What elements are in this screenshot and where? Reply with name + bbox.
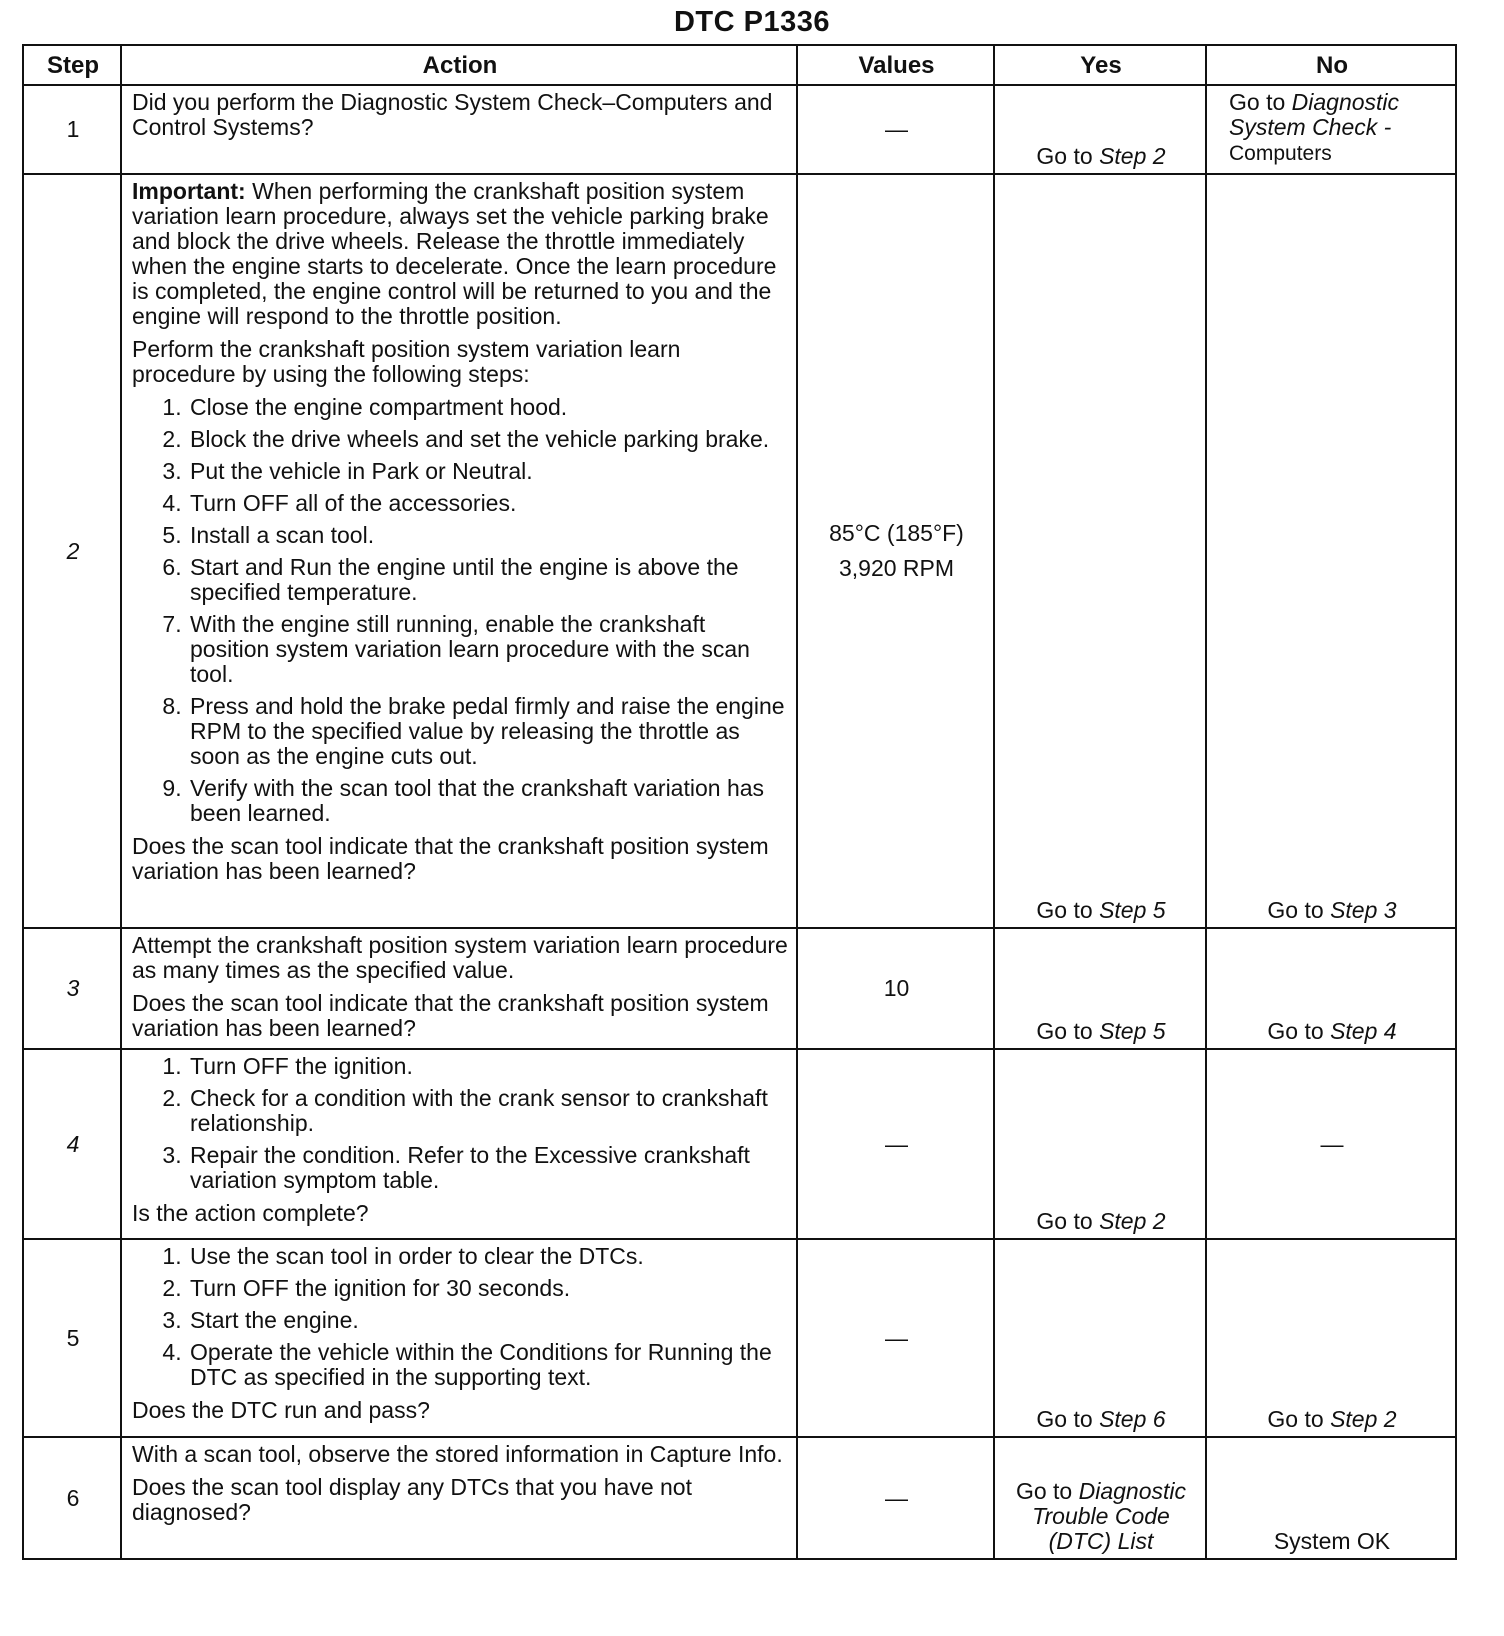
yes-cell [994, 85, 1206, 174]
header-step: Step [23, 45, 121, 85]
no-cell [1206, 1239, 1456, 1437]
header-action: Action [121, 45, 797, 85]
yes-target: Step 5 [1099, 897, 1166, 923]
list-item: 4. Turn OFF all of the accessories. [188, 491, 788, 516]
list-item: 1. Use the scan tool in order to clear the DTCs. [188, 1244, 788, 1269]
no-prefix: Go to [1229, 89, 1286, 115]
list-item: 2. Block the drive wheels and set the vehicle parking brake. [188, 427, 788, 452]
values-cell: 10 [797, 928, 994, 1049]
no-cell: — [1206, 1049, 1456, 1239]
no-target: Diagnostic System Check - [1229, 89, 1400, 140]
header-no: No [1206, 45, 1456, 85]
document-title: DTC P1336 [673, 6, 830, 38]
yes-prefix: Go to [1015, 1478, 1073, 1504]
yes-cell [994, 1239, 1206, 1437]
yes-prefix: Go to [1036, 897, 1093, 923]
action-text: With a scan tool, observe the stored information in Capture Info. [132, 1441, 783, 1467]
procedure-steps [132, 395, 788, 826]
action-cell [121, 1049, 797, 1239]
procedure-steps [132, 1244, 788, 1390]
table-row [23, 928, 1456, 1049]
action-text: Attempt the crankshaft position system variation learn procedure as many times as the specified value. [132, 932, 788, 983]
important-text: When performing the crankshaft position system variation learn procedure, always set the vehicle parking brake and block the drive wheels. Release the throttle immediately when the engine starts to decelerate. Once the learn procedure is completed, the engine control will be returned to you and the engine will respond to the throttle position. [132, 178, 777, 329]
list-item: 2. Turn OFF the ignition for 30 seconds. [188, 1276, 788, 1301]
list-item: 1. Turn OFF the ignition. [188, 1054, 788, 1079]
yes-target: Step 2 [1099, 1208, 1166, 1234]
action-question: Is the action complete? [132, 1200, 369, 1226]
header-values: Values [797, 45, 994, 85]
header-yes: Yes [994, 45, 1206, 85]
no-cell [1206, 174, 1456, 928]
no-prefix: Go to [1267, 1018, 1324, 1044]
step-number: 2 [23, 174, 121, 928]
values-cell: — [797, 1239, 994, 1437]
list-item: 8. Press and hold the brake pedal firmly and raise the engine RPM to the specified value by releasing the throttle as soon as the engine cuts out. [188, 694, 788, 769]
yes-target: Diagnostic Trouble Code (DTC) List [1032, 1478, 1187, 1554]
yes-target: Step 5 [1099, 1018, 1166, 1044]
yes-prefix: Go to [1036, 143, 1093, 169]
no-prefix: Go to [1267, 1406, 1324, 1432]
list-item: 2. Check for a condition with the crank sensor to crankshaft relationship. [188, 1086, 788, 1136]
list-item: 3. Put the vehicle in Park or Neutral. [188, 459, 788, 484]
procedure-steps [132, 1054, 788, 1193]
dtc-table [22, 44, 1457, 1560]
list-item: 3. Repair the condition. Refer to the Excessive crankshaft variation symptom table. [188, 1143, 788, 1193]
list-item: 3. Start the engine. [188, 1308, 788, 1333]
yes-cell [994, 928, 1206, 1049]
list-item: 7. With the engine still running, enable the crankshaft position system variation learn procedure with the scan tool. [188, 612, 788, 687]
no-cell [1206, 928, 1456, 1049]
action-cell [121, 928, 797, 1049]
value-rpm: 3,920 RPM [838, 555, 955, 581]
table-row [23, 85, 1456, 174]
yes-target: Step 6 [1099, 1406, 1166, 1432]
action-question: Did you perform the Diagnostic System Check–Computers and Control Systems? [132, 89, 773, 140]
list-item: 9. Verify with the scan tool that the crankshaft variation has been learned. [188, 776, 788, 826]
no-prefix: Go to [1267, 897, 1324, 923]
step-number: 6 [23, 1437, 121, 1559]
action-cell [121, 1239, 797, 1437]
yes-cell [994, 1437, 1206, 1559]
step-number: 1 [23, 85, 121, 174]
values-cell: — [797, 1437, 994, 1559]
no-target: Step 4 [1330, 1018, 1397, 1044]
list-item: 5. Install a scan tool. [188, 523, 788, 548]
yes-prefix: Go to [1036, 1018, 1093, 1044]
action-question: Does the scan tool indicate that the crankshaft position system variation has been learned? [132, 833, 769, 884]
no-target: Step 2 [1330, 1406, 1397, 1432]
no-cell [1206, 85, 1456, 174]
list-item: 1. Close the engine compartment hood. [188, 395, 788, 420]
no-cell: System OK [1206, 1437, 1456, 1559]
step-number: 3 [23, 928, 121, 1049]
yes-cell [994, 1049, 1206, 1239]
yes-cell [994, 174, 1206, 928]
yes-prefix: Go to [1036, 1208, 1093, 1234]
values-cell [797, 174, 994, 928]
list-item: 4. Operate the vehicle within the Conditions for Running the DTC as specified in the supporting text. [188, 1340, 788, 1390]
list-item: 6. Start and Run the engine until the engine is above the specified temperature. [188, 555, 788, 605]
important-note [132, 179, 788, 329]
action-question: Does the scan tool indicate that the crankshaft position system variation has been learned? [132, 990, 769, 1041]
value-temperature: 85°C (185°F) [829, 520, 964, 546]
action-question: Does the scan tool display any DTCs that you have not diagnosed? [132, 1474, 692, 1525]
no-target: Step 3 [1330, 897, 1397, 923]
yes-prefix: Go to [1036, 1406, 1093, 1432]
no-suffix: Computers [1229, 142, 1332, 165]
yes-target: Step 2 [1099, 143, 1166, 169]
step-number: 5 [23, 1239, 121, 1437]
values-cell: — [797, 85, 994, 174]
action-cell [121, 174, 797, 928]
table-row [23, 1437, 1456, 1559]
table-row [23, 1049, 1456, 1239]
procedure-intro: Perform the crankshaft position system variation learn procedure by using the following steps: [132, 336, 681, 387]
action-question: Does the DTC run and pass? [132, 1397, 430, 1423]
important-label: Important: [132, 178, 246, 204]
values-cell: — [797, 1049, 994, 1239]
action-cell [121, 1437, 797, 1559]
table-row [23, 1239, 1456, 1437]
action-cell [121, 85, 797, 174]
table-header-row [23, 45, 1456, 85]
step-number: 4 [23, 1049, 121, 1239]
table-row [23, 174, 1456, 928]
